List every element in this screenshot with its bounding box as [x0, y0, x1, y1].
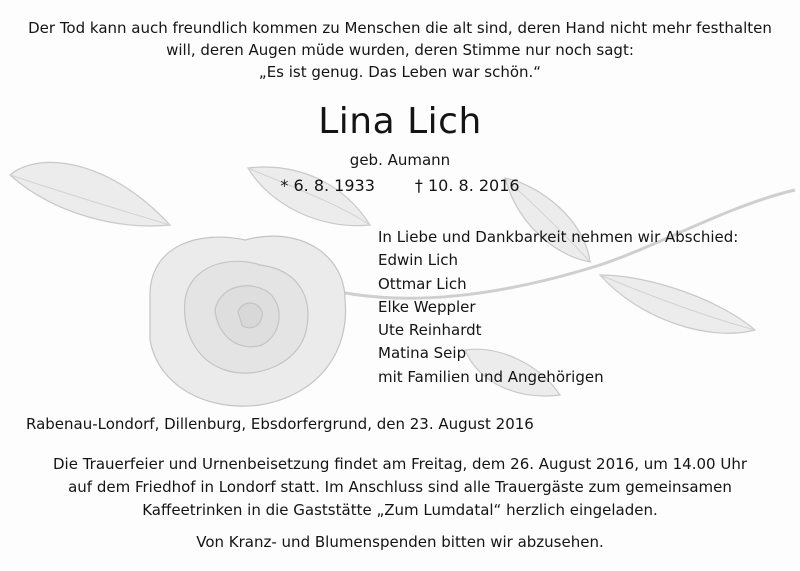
- verse-line-2: will, deren Augen müde wurden, deren Stimme nur noch sagt:: [166, 41, 634, 59]
- place-and-date: Rabenau-Londorf, Dillenburg, Ebsdorfergrund, den 23. August 2016: [26, 415, 534, 433]
- mourner-name: Edwin Lich: [378, 251, 458, 270]
- birth-date: * 6. 8. 1933: [280, 176, 375, 195]
- deceased-name: Lina Lich: [318, 101, 482, 142]
- death-date: † 10. 8. 2016: [414, 176, 520, 195]
- mourner-name: Matina Seip: [378, 344, 467, 363]
- mourners-intro: In Liebe und Dankbarkeit nehmen wir Abschied:: [378, 228, 739, 246]
- flowers-note: Von Kranz- und Blumenspenden bitten wir abzusehen.: [196, 533, 604, 551]
- life-dates: [0, 175, 800, 197]
- ceremony-line-1: Die Trauerfeier und Urnenbeisetzung findet am Freitag, dem 26. August 2016, um 14.00 Uhr: [52, 455, 748, 473]
- maiden-name: geb. Aumann: [349, 151, 451, 169]
- mourner-name: Ottmar Lich: [378, 274, 467, 293]
- mourner-family: mit Familien und Angehörigen: [378, 367, 604, 386]
- ceremony-info: [0, 453, 800, 522]
- verse-line-1: Der Tod kann auch freundlich kommen zu Menschen die alt sind, deren Hand nicht mehr festhalten: [28, 19, 772, 37]
- memorial-verse: [0, 17, 800, 83]
- mourner-name: Elke Weppler: [378, 297, 476, 316]
- ceremony-line-3: Kaffeetrinken in die Gaststätte „Zum Lumdatal“ herzlich eingeladen.: [142, 501, 658, 519]
- rose-head: [150, 236, 346, 406]
- ceremony-line-2: auf dem Friedhof in Londorf statt. Im Anschluss sind alle Trauergäste zum gemeinsamen: [68, 478, 732, 496]
- mourner-name: Ute Reinhardt: [378, 321, 482, 340]
- verse-line-3: „Es ist genug. Das Leben war schön.“: [258, 63, 542, 81]
- mourners-block: [378, 226, 738, 389]
